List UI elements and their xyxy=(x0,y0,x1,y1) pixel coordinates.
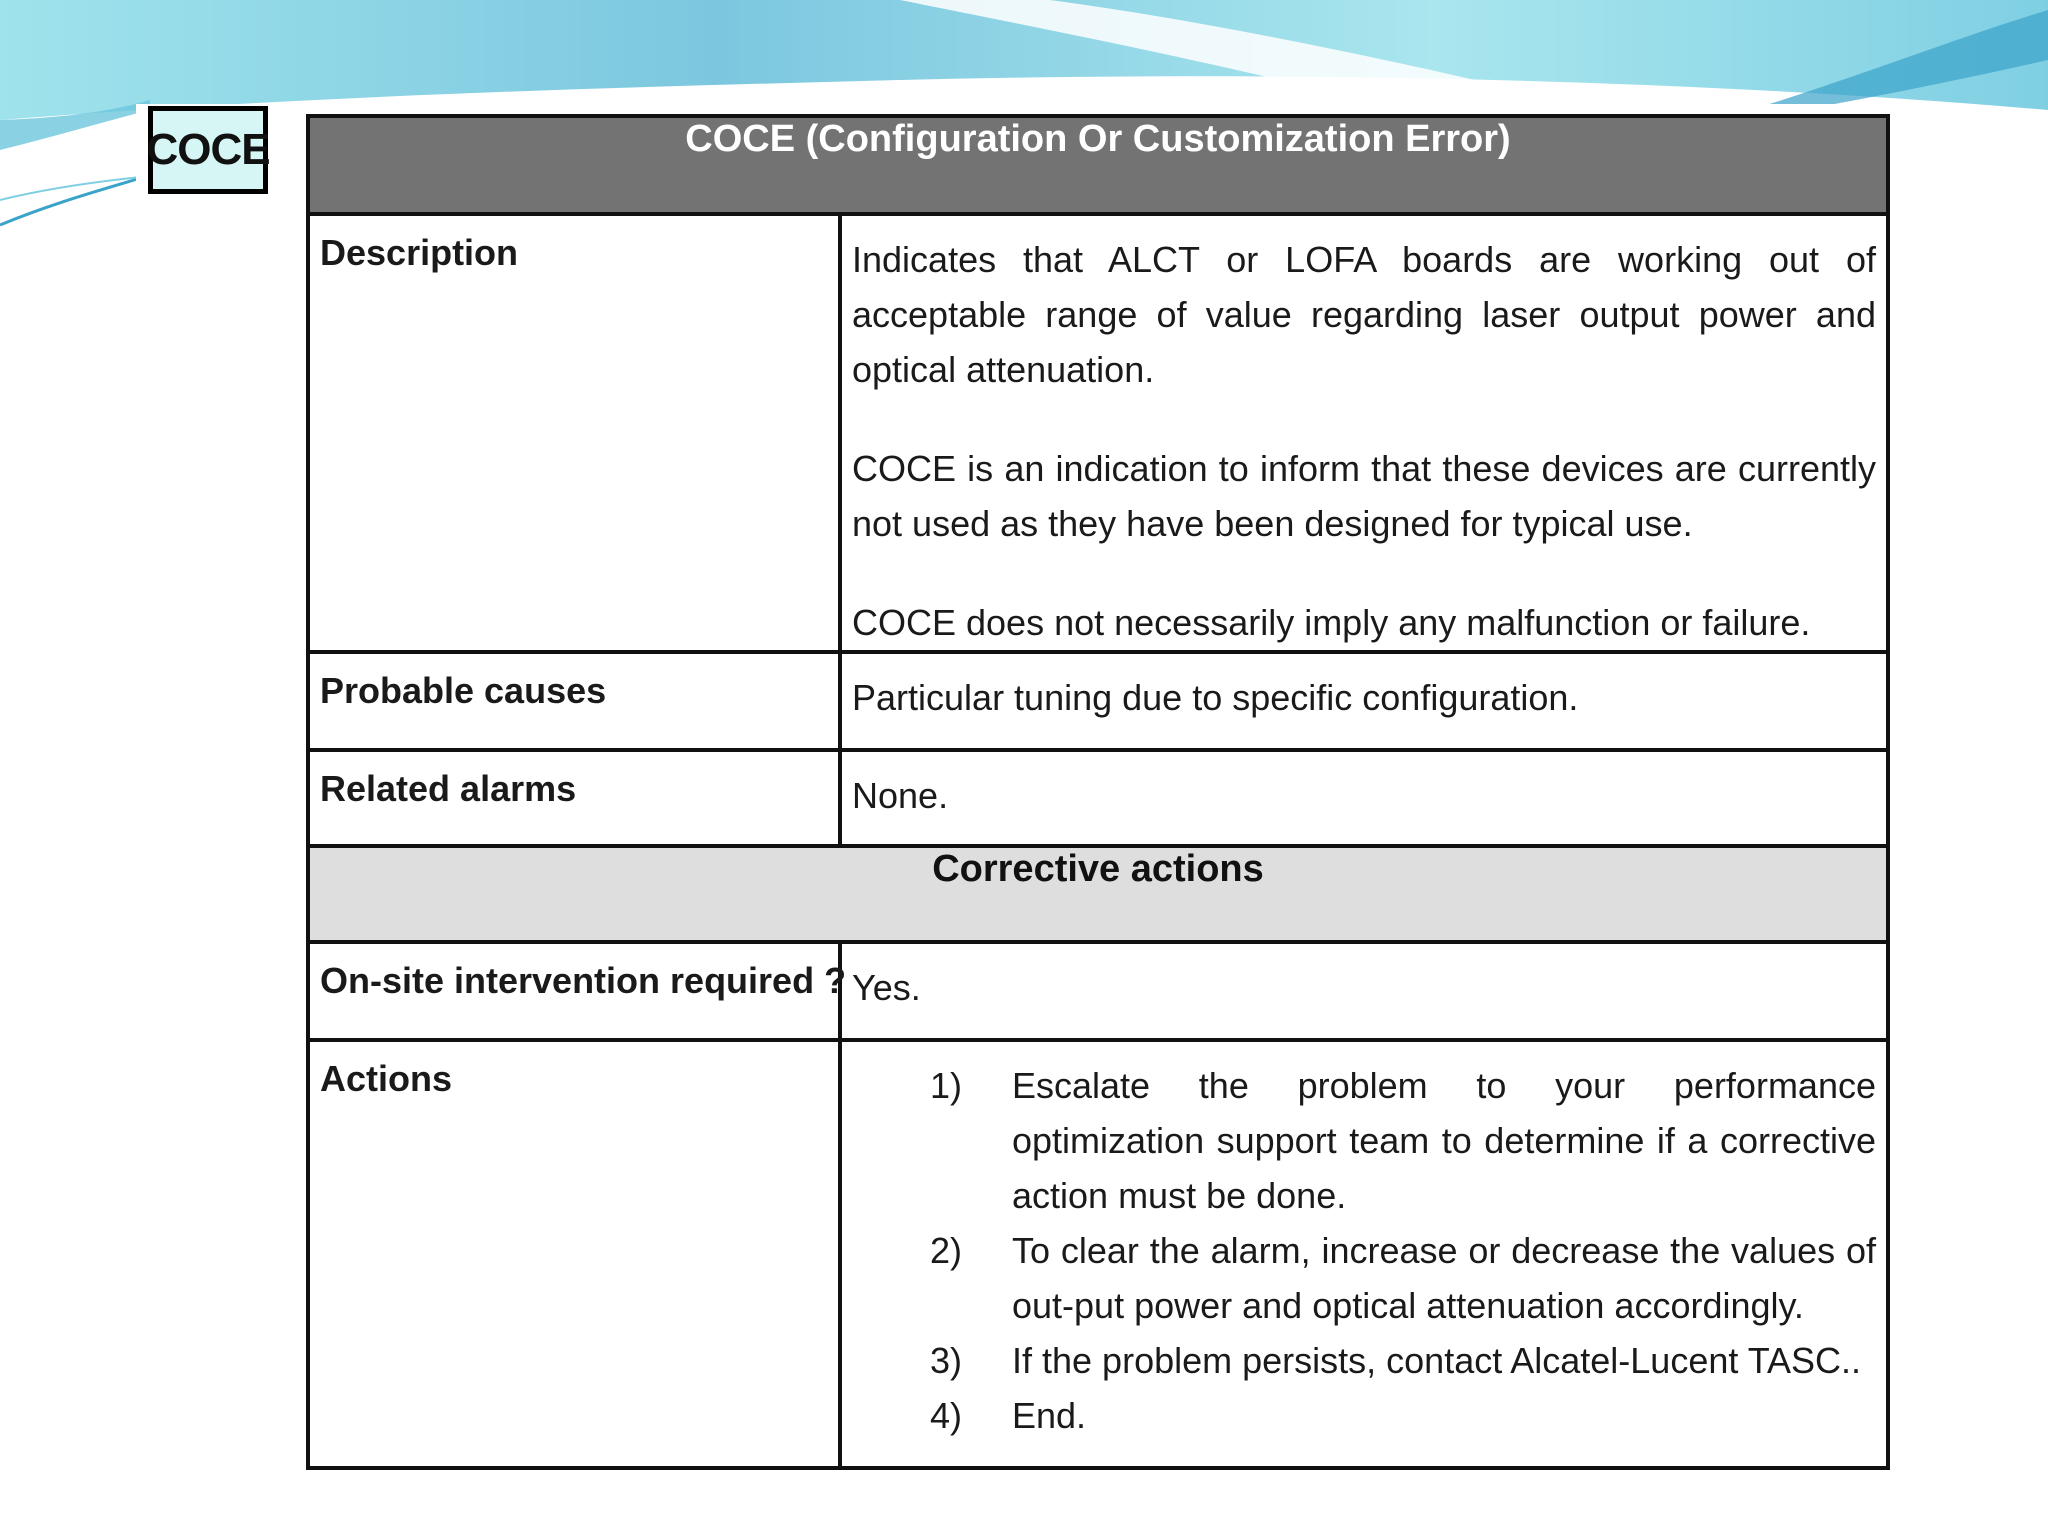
action-step xyxy=(852,1388,1876,1443)
table-title: COCE (Configuration Or Customization Error) xyxy=(308,116,1888,214)
action-steps-list xyxy=(852,1058,1876,1443)
table-title-row xyxy=(308,116,1888,214)
action-step xyxy=(852,1333,1876,1388)
row-value-related-alarms: None. xyxy=(840,750,1888,846)
row-value-description xyxy=(840,214,1888,652)
row-label-actions: Actions xyxy=(308,1040,840,1468)
action-step-number: 4) xyxy=(930,1395,963,1436)
description-paragraph: COCE is an indication to inform that these devices are currently not used as they have been designed for typical use. xyxy=(852,448,1876,544)
row-value-probable-causes: Particular tuning due to specific configuration. xyxy=(840,652,1888,750)
table-row-actions xyxy=(308,1040,1888,1468)
action-step-number: 3) xyxy=(930,1340,963,1381)
row-label-description: Description xyxy=(308,214,840,652)
row-value-actions xyxy=(840,1040,1888,1468)
action-step-text: To clear the alarm, increase or decrease the values of out-put power and optical attenuation accordingly. xyxy=(1012,1230,1876,1326)
section-heading-row xyxy=(308,846,1888,942)
table-row-probable-causes xyxy=(308,652,1888,750)
table-row-onsite-intervention xyxy=(308,942,1888,1040)
action-step-number: 2) xyxy=(930,1230,963,1271)
alarm-table xyxy=(306,114,1890,1470)
table-row-related-alarms xyxy=(308,750,1888,846)
action-step-text: End. xyxy=(1012,1395,1087,1436)
alarm-code-badge: COCE xyxy=(148,106,268,194)
row-value-onsite-intervention: Yes. xyxy=(840,942,1888,1040)
description-paragraph: Indicates that ALCT or LOFA boards are working out of acceptable range of value regarding laser output power and optical attenuation. xyxy=(852,239,1876,390)
action-step xyxy=(852,1223,1876,1333)
row-label-onsite-intervention: On-site intervention required ? xyxy=(308,942,840,1040)
row-label-related-alarms: Related alarms xyxy=(308,750,840,846)
action-step xyxy=(852,1058,1876,1223)
action-step-number: 1) xyxy=(930,1065,963,1106)
action-step-text: If the problem persists, contact Alcatel-Lucent TASC.. xyxy=(1012,1340,1862,1381)
row-label-probable-causes: Probable causes xyxy=(308,652,840,750)
table-row-description xyxy=(308,214,1888,652)
action-step-text: Escalate the problem to your performance optimization support team to determine if a corrective action must be done. xyxy=(1012,1065,1876,1216)
section-heading-corrective-actions: Corrective actions xyxy=(308,846,1888,942)
description-paragraph: COCE does not necessarily imply any malfunction or failure. xyxy=(852,602,1811,643)
